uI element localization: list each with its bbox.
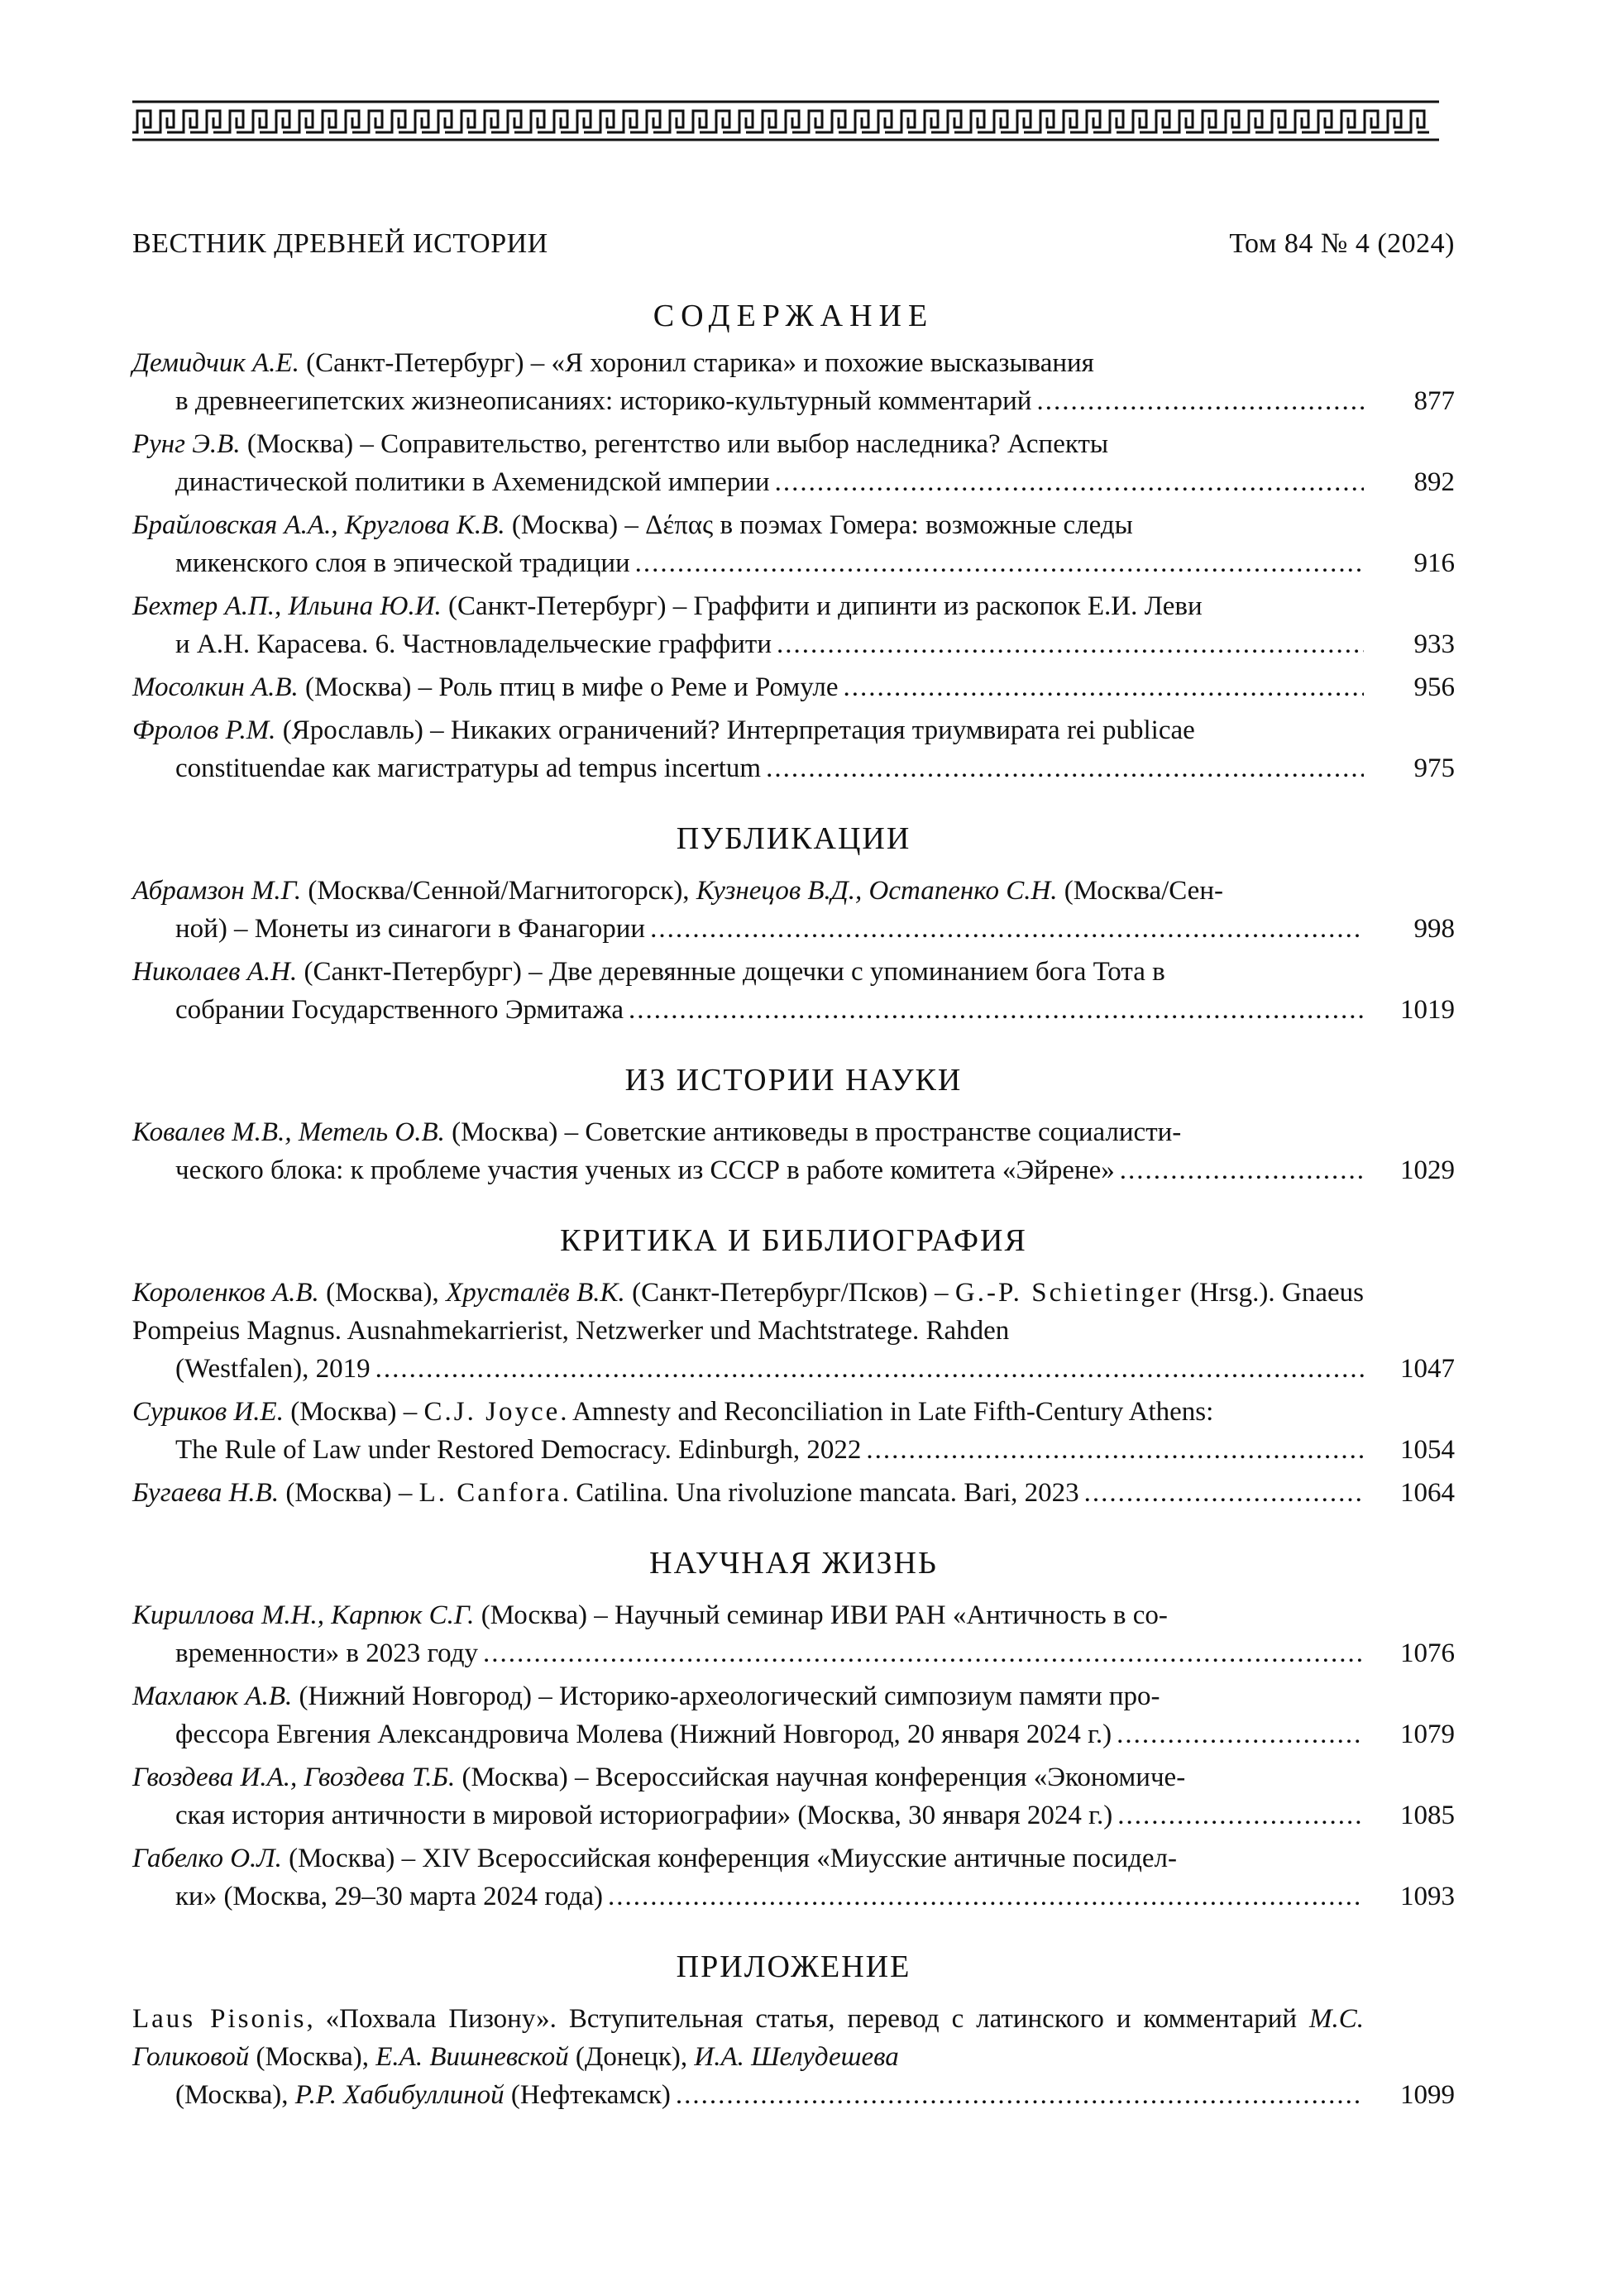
- entry-text: . Amnesty and Reconciliation in Late Fifth-Century Athens:: [560, 1397, 1214, 1427]
- entry-author: Короленков А.В.: [132, 1278, 319, 1308]
- entry-text-last: и А.Н. Карасева. 6. Частновладельческие граффити: [175, 629, 772, 659]
- entry-author: Гвоздева И.А., Гвоздева Т.Б.: [132, 1763, 456, 1792]
- entry-text-last: фессора Евгения Александровича Молева (Нижний Новгород, 20 января 2024 г.): [175, 1720, 1112, 1749]
- toc-entry[interactable]: [132, 2000, 1455, 2114]
- entry-author: Бугаева Н.В.: [132, 1478, 280, 1508]
- entry-text-last: (Westfalen), 2019: [175, 1354, 371, 1384]
- entry-text-last: в древнеегипетских жизнеописаниях: историко-культурный комментарий: [175, 386, 1032, 416]
- section-criticism: [132, 1221, 1455, 1512]
- entry-text: (Санкт-Петербург/Псков) –: [624, 1278, 955, 1308]
- entry-author: М.С. Голиковой: [132, 2004, 1364, 2072]
- reviewed-author: G.-P. Schietinger: [954, 1278, 1184, 1308]
- toc-entry[interactable]: [132, 1758, 1455, 1834]
- table-of-contents: [132, 296, 1455, 2119]
- entry-text-last: ская история античности в мировой историографии» (Москва, 30 января 2024 г.): [175, 1801, 1113, 1830]
- entry-author: Махлаюк А.В.: [132, 1681, 293, 1711]
- toc-entry[interactable]: [132, 872, 1455, 948]
- entry-text: , «Похвала Пизону». Вступительная статья, перевод с латинского и комментарий: [306, 2004, 1309, 2034]
- toc-entry[interactable]: [132, 1474, 1455, 1512]
- leader-dots: [483, 1634, 1364, 1672]
- page-number: 1047: [1400, 1354, 1455, 1384]
- entry-text-last: династической политики в Ахеменидской империи: [175, 467, 770, 497]
- section-title: ИЗ ИСТОРИИ НАУКИ: [624, 1063, 963, 1098]
- entry-author: Рунг Э.В.: [132, 429, 241, 459]
- page-number: 1079: [1400, 1720, 1455, 1749]
- entry-text-last: (Нефтекамск): [504, 2080, 671, 2110]
- section-history-of-science: [132, 1060, 1455, 1189]
- entry-author: Фролов Р.М.: [132, 715, 276, 745]
- entry-author: Абрамзон М.Г.: [132, 876, 302, 906]
- entry-author: Ковалев М.В., Метель О.В.: [132, 1117, 445, 1147]
- page-number: 933: [1413, 629, 1455, 659]
- leader-dots: [775, 463, 1364, 501]
- entry-text: (Москва) – Научный семинар ИВИ РАН «Античность в со-: [474, 1600, 1168, 1630]
- entry-author: Брайловская А.А., Круглова К.В.: [132, 510, 505, 540]
- leader-dots: [629, 991, 1364, 1029]
- leader-dots: [608, 1877, 1364, 1916]
- entry-author: Хрусталёв В.К.: [446, 1278, 625, 1308]
- entry-text: (Санкт-Петербург) – Граффити и дипинти из раскопок Е.И. Леви: [441, 591, 1203, 621]
- entry-author: И.А. Шелудешева: [694, 2042, 899, 2072]
- toc-entry[interactable]: [132, 1113, 1455, 1189]
- entry-author: Николаев А.Н.: [132, 957, 298, 987]
- page-number: 1099: [1400, 2080, 1455, 2110]
- toc-entry[interactable]: [132, 1274, 1455, 1388]
- reviewed-author: C.J. Joyce: [423, 1397, 561, 1427]
- entry-text: (Москва) –: [279, 1478, 419, 1508]
- section-title: НАУЧНАЯ ЖИЗНЬ: [649, 1546, 938, 1581]
- entry-text: (Москва/Сенной/Магнитогорск),: [301, 876, 696, 906]
- page-number: 956: [1413, 672, 1455, 702]
- entry-author: Р.Р. Хабибуллиной: [294, 2080, 505, 2110]
- entry-text: (Москва),: [318, 1278, 447, 1308]
- entry-text-last: ки» (Москва, 29–30 марта 2024 года): [175, 1882, 604, 1911]
- page-number: 975: [1413, 753, 1455, 783]
- entry-author: Бехтер А.П., Ильина Ю.И.: [132, 591, 442, 621]
- leader-dots: [650, 910, 1364, 948]
- entry-text-last: The Rule of Law under Restored Democracy. Edinburgh, 2022: [175, 1435, 862, 1465]
- journal-title: ВЕСТНИК ДРЕВНЕЙ ИСТОРИИ: [132, 228, 548, 259]
- entry-text-last: микенского слоя в эпической традиции: [175, 548, 630, 578]
- entry-text-last: (Москва) – Роль птиц в мифе о Реме и Ромуле: [298, 672, 839, 702]
- entry-text: (Москва),: [249, 2042, 376, 2072]
- toc-entry[interactable]: [132, 344, 1455, 420]
- entry-text-last: собрании Государственного Эрмитажа: [175, 995, 624, 1025]
- section-contents: [132, 296, 1455, 787]
- entry-text: (Москва) – Советские антиковеды в пространстве социалисти-: [444, 1117, 1182, 1147]
- page-number: 892: [1413, 467, 1455, 497]
- leader-dots: [843, 668, 1364, 706]
- section-title: ПУБЛИКАЦИИ: [676, 821, 911, 856]
- entry-text: (Донецк),: [568, 2042, 695, 2072]
- entry-text-last: временности» в 2023 году: [175, 1638, 479, 1668]
- leader-dots: [866, 1431, 1364, 1469]
- volume-info: Том 84 № 4 (2024): [1229, 228, 1455, 259]
- leader-dots: [1084, 1474, 1364, 1512]
- page-number: 1085: [1400, 1801, 1455, 1830]
- entry-author: Демидчик А.Е.: [132, 348, 299, 378]
- toc-entry[interactable]: [132, 953, 1455, 1029]
- page-number: 916: [1413, 548, 1455, 578]
- section-appendix: [132, 1947, 1455, 2114]
- leader-dots: [375, 1350, 1364, 1388]
- entry-text: (Москва),: [175, 2080, 295, 2110]
- entry-text: (Москва) – XIV Всероссийская конференция «Миусские античные посидел-: [281, 1844, 1178, 1873]
- leader-dots: [766, 749, 1364, 787]
- leader-dots: [1117, 1715, 1364, 1753]
- work-title: Laus Pisonis: [132, 2004, 307, 2034]
- entry-text: (Москва) – Всероссийская научная конференция «Экономиче-: [455, 1763, 1186, 1792]
- page-number: 1054: [1400, 1435, 1455, 1465]
- leader-dots: [1120, 1151, 1364, 1189]
- section-publications: [132, 819, 1455, 1029]
- toc-entry[interactable]: [132, 587, 1455, 663]
- section-title: КРИТИКА И БИБЛИОГРАФИЯ: [560, 1223, 1027, 1258]
- page-number: 1076: [1400, 1638, 1455, 1668]
- entry-text: . Catilina. Una rivoluzione mancata. Bari, 2023: [562, 1478, 1079, 1508]
- page-number: 998: [1413, 914, 1455, 944]
- page-number: 1064: [1400, 1478, 1455, 1508]
- meander-ornament: [132, 99, 1439, 142]
- entry-text: (Москва) –: [283, 1397, 424, 1427]
- toc-entry[interactable]: [132, 1839, 1455, 1916]
- entry-author: Суриков И.Е.: [132, 1397, 284, 1427]
- entry-text-last: ческого блока: к проблеме участия ученых из СССР в работе комитета «Эйрене»: [175, 1155, 1115, 1185]
- entry-author: Кириллова М.Н., Карпюк С.Г.: [132, 1600, 475, 1630]
- entry-text-last: constituendae как магистратуры ad tempus incertum: [175, 753, 762, 783]
- page-number: 1029: [1400, 1155, 1455, 1185]
- entry-text-last: ной) – Монеты из синагоги в Фанагории: [175, 914, 646, 944]
- toc-entry[interactable]: [132, 668, 1455, 706]
- toc-entry[interactable]: [132, 1596, 1455, 1672]
- toc-entry[interactable]: [132, 711, 1455, 787]
- entry-author: Кузнецов В.Д., Остапенко С.Н.: [696, 876, 1058, 906]
- reviewed-author: L. Canfora: [418, 1478, 562, 1508]
- entry-text: (Москва) – Соправительство, регентство или выбор наследника? Аспекты: [240, 429, 1109, 459]
- toc-entry[interactable]: [132, 1393, 1455, 1469]
- leader-dots: [1036, 382, 1364, 420]
- entry-text: (Санкт-Петербург) – Две деревянные дощечки с упоминанием бога Тота в: [297, 957, 1165, 987]
- page-number: 877: [1413, 386, 1455, 416]
- page-number: 1093: [1400, 1882, 1455, 1911]
- entry-text: (Санкт-Петербург) – «Я хоронил старика» и похожие высказывания: [299, 348, 1094, 378]
- entry-text: (Hrsg.). Gnaeus Pompeius Magnus. Ausnahmekarrierist, Netzwerker und Machtstratege. Rahden: [132, 1278, 1364, 1346]
- entry-text: (Москва) – Δέπας в поэмах Гомера: возможные следы: [505, 510, 1133, 540]
- toc-entry[interactable]: [132, 425, 1455, 501]
- leader-dots: [635, 544, 1364, 582]
- entry-text: (Нижний Новгород) – Историко-археологический симпозиум памяти про-: [292, 1681, 1160, 1711]
- entry-text: (Москва/Сен-: [1057, 876, 1223, 906]
- section-title: ПРИЛОЖЕНИЕ: [676, 1949, 911, 1984]
- section-scientific-life: [132, 1543, 1455, 1916]
- page-number: 1019: [1400, 995, 1455, 1025]
- leader-dots: [777, 625, 1364, 663]
- leader-dots: [1117, 1796, 1364, 1834]
- entry-text: (Ярославль) – Никаких ограничений? Интерпретация триумвирата rei publicae: [275, 715, 1195, 745]
- leader-dots: [676, 2076, 1364, 2114]
- toc-entry[interactable]: [132, 1677, 1455, 1753]
- toc-entry[interactable]: [132, 506, 1455, 582]
- section-title: СОДЕРЖАНИЕ: [653, 299, 935, 333]
- entry-author: Габелко О.Л.: [132, 1844, 282, 1873]
- entry-author: Мосолкин А.В.: [132, 672, 299, 702]
- entry-author: Е.А. Вишневской: [375, 2042, 569, 2072]
